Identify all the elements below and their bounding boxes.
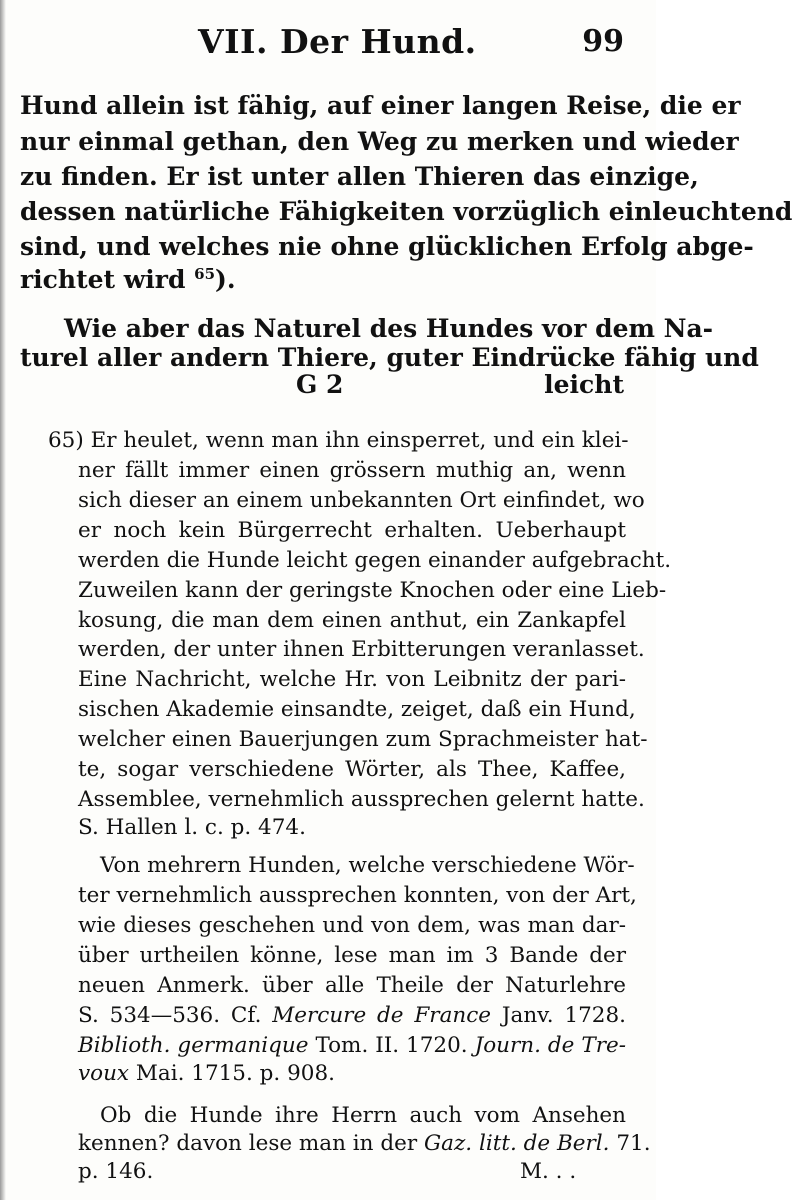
footnote-line: er noch kein Bürgerrecht erhalten. Ueberhaupt — [78, 518, 626, 543]
text-line: dessen natürliche Fähigkeiten vorzüglich einleuchtend — [20, 197, 792, 226]
footnote-line: sich dieser an einem unbekannten Ort einfindet, wo — [78, 488, 645, 513]
citation-title: Biblioth. germanique — [78, 1033, 309, 1058]
footnote-line: Zuweilen kann der geringste Knochen oder eine Lieb- — [78, 578, 667, 603]
citation-title: voux — [78, 1061, 130, 1086]
text-line: sind, und welches nie ohne glücklichen Erfolg abge- — [20, 232, 754, 261]
footnote-line: sischen Akademie einsandte, zeiget, daß ein Hund, — [78, 697, 636, 722]
text-fragment: richtet wird — [20, 265, 186, 294]
text-line: nur einmal gethan, den Weg zu merken und wieder — [20, 127, 739, 156]
signature-mark: G 2 — [296, 370, 344, 399]
text-line-last — [20, 256, 626, 298]
page-number: 99 — [582, 24, 624, 59]
footnote-line-end: M. . . — [520, 1159, 577, 1184]
text-fragment: Tom. II. 1720. — [308, 1033, 475, 1058]
citation-title: Mercure de France — [272, 1003, 492, 1028]
footnote-line: 65) Er heulet, wenn man ihn einsperret, und ein klei- — [48, 428, 629, 453]
text-fragment: Janv. 1728. — [491, 1003, 627, 1028]
page-header — [0, 18, 656, 62]
footnote-line: neuen Anmerk. über alle Theile der Naturlehre — [78, 973, 626, 998]
footnote-line: ner fällt immer einen grössern muthig an, wenn — [78, 458, 626, 483]
footnote-line: werden, der unter ihnen Erbitterungen veranlasset. — [78, 637, 645, 662]
text-line: Hund allein ist fähig, auf einer langen Reise, die er — [20, 91, 741, 120]
text-fragment: ). — [215, 265, 236, 294]
footnote-line — [78, 1000, 626, 1032]
text-fragment: S. 534—536. Cf. — [78, 1003, 273, 1028]
page-edge-shadow — [0, 0, 6, 1200]
text-line: zu finden. Er ist unter allen Thieren das einzige, — [20, 162, 699, 191]
footnote-line: Assemblee, vernehmlich aussprechen gelernt hatte. — [78, 787, 645, 812]
text-line: Wie aber das Naturel des Hundes vor dem Na- — [64, 314, 714, 343]
citation-title: Journ. de Tre- — [474, 1033, 626, 1058]
footnote-line: ter vernehmlich aussprechen konnten, von der Art, — [78, 883, 637, 908]
text-fragment: Mai. 1715. p. 908. — [129, 1061, 335, 1086]
footnote-line: te, sogar verschiedene Wörter, als Thee, Kaffee, — [78, 757, 626, 782]
footnote-line: Eine Nachricht, welche Hr. von Leibnitz der pari- — [78, 667, 626, 692]
footnote-line: Von mehrern Hunden, welche verschiedene Wör- — [100, 853, 635, 878]
text-fragment: 71. — [609, 1131, 651, 1156]
running-title: VII. Der Hund. — [198, 22, 477, 61]
catchword: leicht — [544, 370, 624, 399]
text-fragment: kennen? davon lese man in der — [78, 1131, 424, 1156]
footnote-line: welcher einen Bauerjungen zum Sprachmeister hat- — [78, 727, 648, 752]
footnote-line: S. Hallen l. c. p. 474. — [78, 815, 306, 840]
footnote-line: p. 146. — [78, 1159, 154, 1184]
footnote-line — [78, 1058, 626, 1090]
footnote-line: wie dieses geschehen und von dem, was man dar- — [78, 913, 626, 938]
footnote-line: Ob die Hunde ihre Herrn auch vom Ansehen — [100, 1103, 626, 1128]
footnote-line: über urtheilen könne, lese man im 3 Bande der — [78, 943, 626, 968]
footnote-line: werden die Hunde leicht gegen einander aufgebracht. — [78, 548, 672, 573]
footnote-line: kosung, die man dem einen anthut, ein Zankapfel — [78, 608, 626, 633]
text-line: turel aller andern Thiere, guter Eindrücke fähig und — [20, 343, 759, 372]
footnote-reference: 65 — [194, 265, 216, 283]
citation-title: Gaz. litt. de Berl. — [423, 1131, 610, 1156]
